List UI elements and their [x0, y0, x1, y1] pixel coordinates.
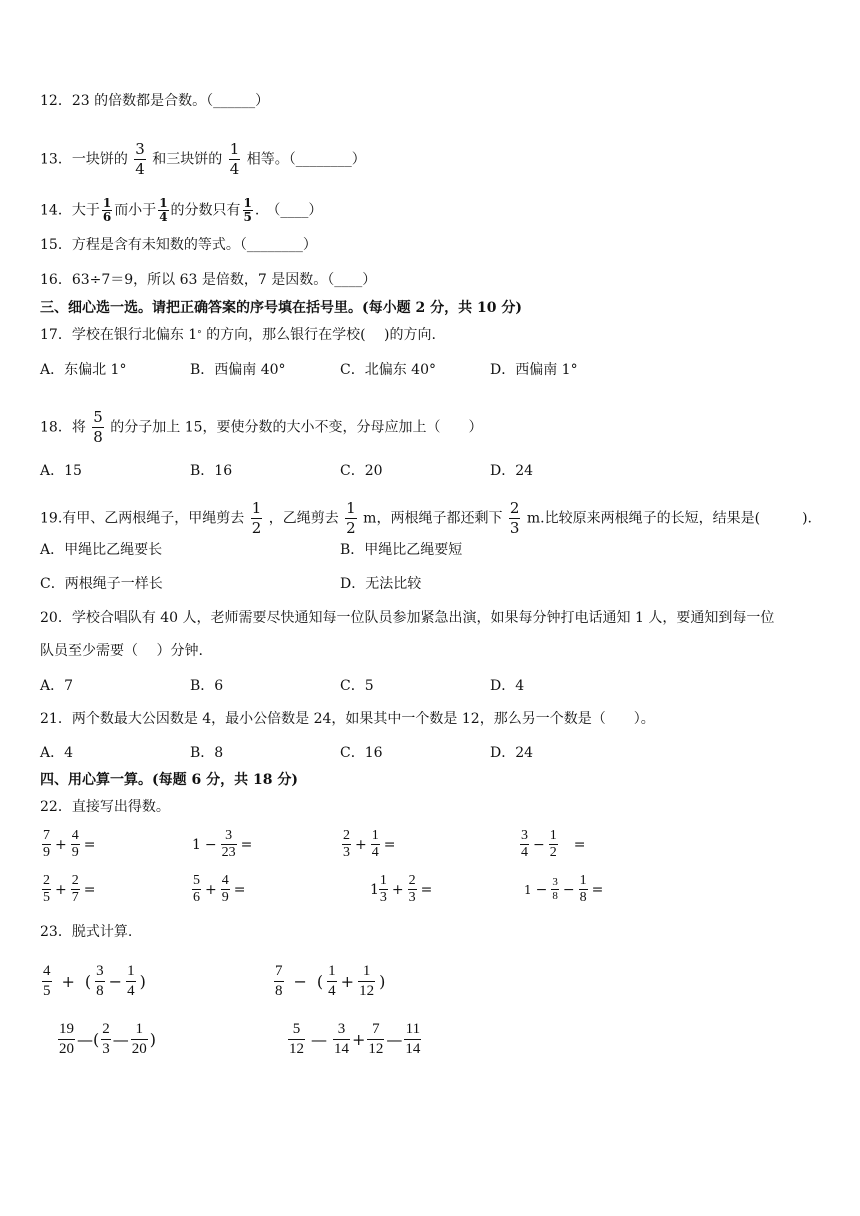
fraction: $\frac{1}{4}$	[328, 963, 336, 999]
section-3-title: 三、细心选一选。请把正确答案的序号填在括号里。(每小题 2 分，共 10 分)	[40, 300, 522, 316]
fraction: $\frac{5}{6}$	[193, 873, 200, 905]
fraction: $\frac{7}{8}$	[275, 963, 283, 999]
fraction: $\frac{1}{2}$	[549, 828, 557, 860]
mental-calc-7: 1 $\frac{1}{3}$ + $\frac{2}{3}$ =	[370, 873, 433, 905]
fraction: $\frac{2}{3}$	[509, 499, 520, 537]
option-b[interactable]: B．16	[190, 463, 233, 479]
option-a[interactable]: A．4	[40, 745, 74, 761]
fraction: $\frac{3}{8}$	[96, 963, 104, 999]
fraction: $\frac{1}{2}$	[346, 499, 356, 537]
fraction: $\frac{3}{4}$	[135, 140, 145, 178]
fraction: $\frac{2}{5}$	[43, 873, 50, 905]
fraction: $\frac{4}{9}$	[71, 828, 79, 860]
question-13: 13．一块饼的 $\frac{3}{4}$ 和三块饼的 $\frac{1}{4}$ 相等。（________）	[40, 140, 366, 178]
question-18: 18．将 $\frac{5}{8}$ 的分子加上 15，要使分数的大小不变，分母应加上（ ）	[40, 408, 483, 446]
fraction: $\frac{7}{9}$	[43, 828, 50, 860]
question-12: 12．23 的倍数都是合数。（______）	[40, 93, 270, 109]
fraction: $\frac{4}{9}$	[221, 873, 229, 905]
fraction: $\frac{2}{3}$	[102, 1021, 110, 1057]
option-c[interactable]: C．两根绳子一样长	[40, 576, 163, 592]
fraction: $\frac{3}{14}$	[334, 1021, 349, 1057]
step-calc-2: $\frac{7}{8}$ − ( $\frac{1}{4}$ + $\frac{1}{12}$ )	[275, 963, 386, 999]
question-14: 14．大于 $\frac{1}{6}$ 而小于 $\frac{1}{4}$ 的分数只有 $\frac{1}{5}$ . （____）	[40, 196, 323, 224]
fraction: $\frac{1}{4}$	[371, 828, 379, 860]
fraction: $\frac{1}{4}$	[229, 140, 240, 178]
mental-calc-3: $\frac{2}{3}$ + $\frac{1}{4}$ =	[343, 828, 396, 860]
mental-calc-8: 1 − $\frac{3}{8}$ − $\frac{1}{8}$ =	[524, 873, 604, 905]
fraction: $\frac{1}{20}$	[131, 1021, 147, 1057]
question-17: 17．学校在银行北偏东 1° 的方向，那么银行在学校( )的方向.	[40, 327, 436, 343]
option-c[interactable]: C．5	[340, 678, 374, 694]
option-a[interactable]: A．7	[40, 678, 74, 694]
question-15: 15．方程是含有未知数的等式。（________）	[40, 237, 317, 253]
option-b[interactable]: B．甲绳比乙绳要短	[340, 542, 463, 558]
mental-calc-5: $\frac{2}{5}$ + $\frac{2}{7}$ =	[43, 873, 96, 905]
question-21: 21．两个数最大公因数是 4，最小公倍数是 24，如果其中一个数是 12，那么另一个数是（ ）。	[40, 711, 655, 727]
fraction: $\frac{1}{5}$	[243, 196, 252, 224]
mental-calc-2: 1 − $\frac{3}{23}$ =	[192, 828, 253, 860]
question-19: 19.有甲、乙两根绳子，甲绳剪去 $\frac{1}{2}$ ，乙绳剪去 $\frac{1}{2}$ m，两根绳子都还剩下 $\frac{2}{3}$ m.比较原来两根绳子的长短，结果是( ).	[40, 499, 813, 537]
option-d[interactable]: D．无法比较	[340, 576, 422, 592]
fraction: $\frac{1}{8}$	[579, 873, 587, 905]
option-a[interactable]: A．东偏北 1°	[40, 362, 127, 378]
question-16: 16．63÷7＝9，所以 63 是倍数，7 是因数。（____）	[40, 272, 377, 288]
section-4-title: 四、用心算一算。(每题 6 分，共 18 分)	[40, 772, 298, 788]
question-20-line-2: 队员至少需要（ ）分钟.	[40, 643, 203, 659]
fraction: $\frac{2}{3}$	[408, 873, 416, 905]
question-22-title: 22．直接写出得数。	[40, 799, 170, 815]
fraction: $\frac{11}{14}$	[405, 1021, 421, 1057]
fraction: $\frac{1}{4}$	[127, 963, 135, 999]
fraction: $\frac{1}{3}$	[379, 873, 387, 905]
option-a[interactable]: A．甲绳比乙绳要长	[40, 542, 163, 558]
fraction: $\frac{1}{6}$	[102, 196, 112, 224]
fraction: $\frac{1}{4}$	[159, 196, 168, 224]
option-b[interactable]: B．8	[190, 745, 224, 761]
fraction: $\frac{1}{2}$	[251, 499, 262, 537]
fraction: $\frac{3}{23}$	[221, 828, 236, 860]
option-d[interactable]: D．24	[490, 463, 534, 479]
option-c[interactable]: C．北偏东 40°	[340, 362, 436, 378]
fraction: $\frac{5}{8}$	[93, 408, 103, 446]
option-c[interactable]: C．20	[340, 463, 383, 479]
option-a[interactable]: A．15	[40, 463, 82, 479]
fraction: $\frac{19}{20}$	[59, 1021, 74, 1057]
fraction: $\frac{2}{3}$	[343, 828, 350, 860]
step-calc-3: $\frac{19}{20}$ —( $\frac{2}{3}$ — $\frac{1}{20}$ )	[59, 1021, 156, 1057]
fraction: $\frac{7}{12}$	[368, 1021, 384, 1057]
fraction: $\frac{3}{4}$	[521, 828, 528, 860]
step-calc-4: $\frac{5}{12}$ — $\frac{3}{14}$ + $\frac{7}{12}$ — $\frac{11}{14}$	[289, 1021, 421, 1057]
mental-calc-1: $\frac{7}{9}$ + $\frac{4}{9}$ =	[43, 828, 96, 860]
mental-calc-6: $\frac{5}{6}$ + $\frac{4}{9}$ =	[193, 873, 246, 905]
option-d[interactable]: D．24	[490, 745, 534, 761]
option-c[interactable]: C．16	[340, 745, 383, 761]
fraction: $\frac{5}{12}$	[289, 1021, 304, 1057]
fraction: $\frac{2}{7}$	[71, 873, 79, 905]
option-d[interactable]: D．4	[490, 678, 525, 694]
fraction: $\frac{3}{8}$	[552, 876, 558, 902]
option-d[interactable]: D．西偏南 1°	[490, 362, 578, 378]
question-20-line-1: 20．学校合唱队有 40 人，老师需要尽快通知每一位队员参加紧急出演，如果每分钟打电话通知 1 人，要通知到每一位	[40, 610, 775, 626]
option-b[interactable]: B．6	[190, 678, 224, 694]
question-23-title: 23．脱式计算.	[40, 924, 133, 940]
step-calc-1: $\frac{4}{5}$ + ( $\frac{3}{8}$ − $\frac{1}{4}$ )	[43, 963, 146, 999]
fraction: $\frac{1}{12}$	[359, 963, 375, 999]
option-b[interactable]: B．西偏南 40°	[190, 362, 286, 378]
fraction: $\frac{4}{5}$	[43, 963, 51, 999]
mental-calc-4: $\frac{3}{4}$ − $\frac{1}{2}$ =	[521, 828, 586, 860]
